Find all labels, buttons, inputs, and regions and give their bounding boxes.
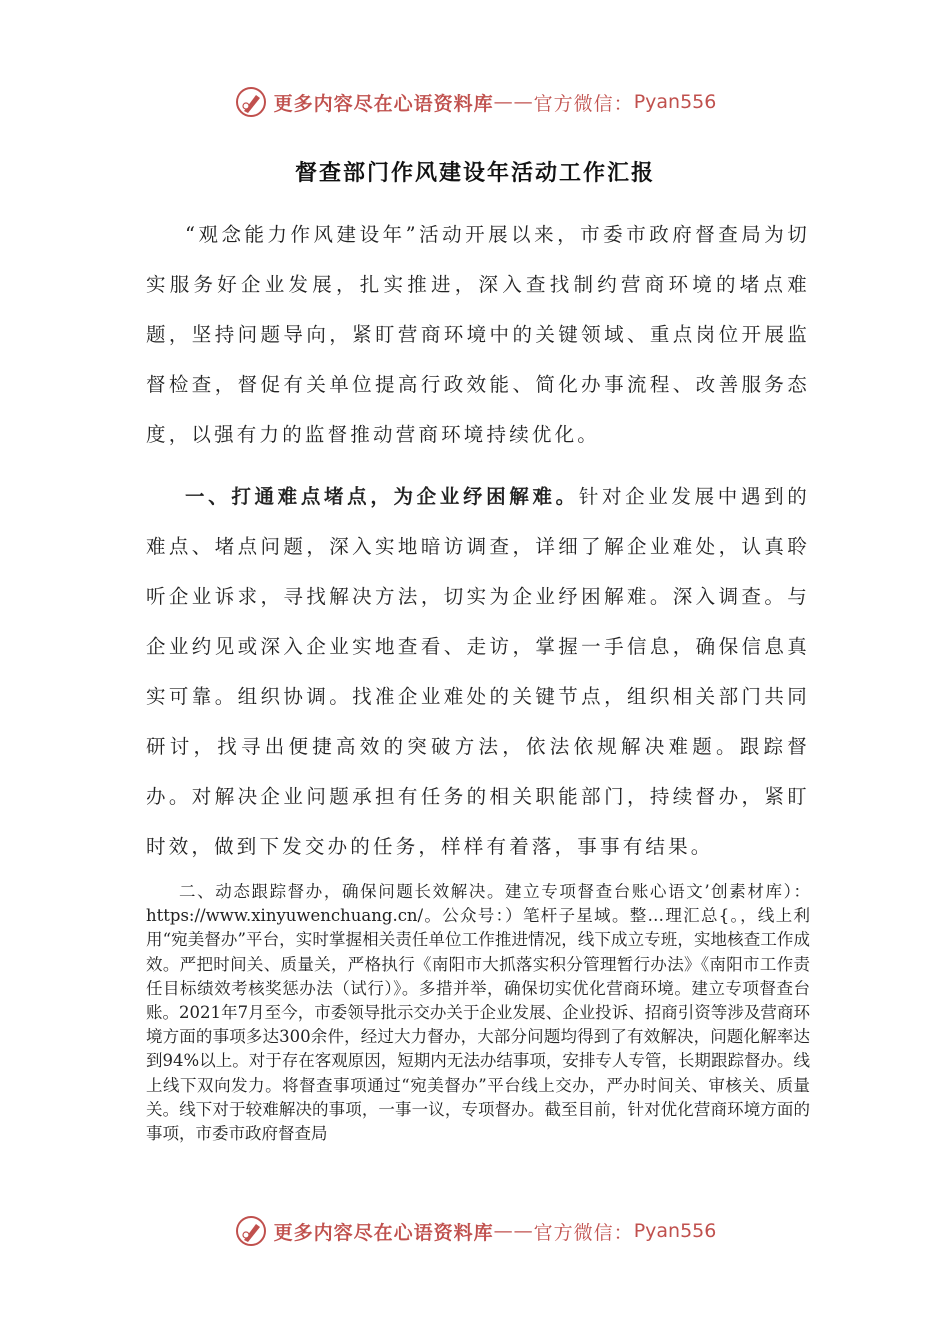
intro-paragraph: “观念能力作风建设年”活动开展以来，市委市政府督查局为切实服务好企业发展，扎实推进，深入查找制约营商环境的堵点难题，坚持问题导向，紧盯营商环境中的关键领域、重点岗位开展监督检查，督促有关单位提高行政效能、简化办事流程、改善服务态度，以强有力的监督推动营商环境持续优化。 — [146, 223, 810, 446]
banner-dash: —— — [493, 1220, 534, 1242]
pen-nib-logo-icon — [234, 1214, 268, 1248]
banner-main-text: 更多内容尽在心语资料库 — [273, 92, 494, 115]
banner-dash: —— — [493, 91, 534, 113]
banner-sub-text: 官方微信： — [533, 1221, 634, 1244]
section-1-paragraph — [146, 472, 810, 872]
banner-main-text: 更多内容尽在心语资料库 — [273, 1221, 494, 1244]
pen-nib-logo-icon — [234, 85, 268, 119]
document-title: 督查部门作风建设年活动工作汇报 — [294, 160, 655, 186]
section-1-body: 针对企业发展中遇到的难点、堵点问题，深入实地暗访调查，详细了解企业难处，认真聆听企业诉求，寻找解决方法，切实为企业纾困解难。深入调查。与企业约见或深入企业实地查看、走访，掌握一手信息，确保信息真实可靠。组织协调。找准企业难处的关键节点，组织相关部门共同研讨，找寻出便捷高效的突破方法，依法依规解决难题。跟踪督办。对解决企业问题承担有任务的相关职能部门，持续督办，紧盯时效，做到下发交办的任务，样样有着落，事事有结果。 — [146, 485, 810, 858]
footer-banner — [0, 1211, 950, 1251]
banner-sub-text: 官方微信： — [533, 92, 634, 115]
banner-wechat-id: Pyan556 — [633, 1220, 717, 1242]
section-2-paragraph: 二、动态跟踪督办，确保问题长效解决。建立专项督查台账心语文’创素材库）：https://www.xinyuwenchuang.cn/。公众号：）笔杆子星域。整…理汇总{。，线上利用“宛美督办”平台，实时掌握相关责任单位工作推进情况，线下成立专班，实地核查工作成效。严把时间关、质量关，严格执行《南阳市大抓落实积分管理暂行办法》《南阳市工作责任目标绩效考核奖惩办法（试行）》。多措并举，确保切实优化营商环境。建立专项督查台账。2021年7月至今，市委领导批示交办关于企业发展、企业投诉、招商引资等涉及营商环境方面的事项多达300余件，经过大力督办，大部分问题均得到了有效解决，问题化解率达到94%以上。对于存在客观原因，短期内无法办结事项，安排专人专管，长期跟踪督办。线上线下双向发力。将督查事项通过“宛美督办”平台线上交办，严办时间关、审核关、质量关。线下对于较难解决的事项，一事一议，专项督办。截至目前，针对优化营商环境方面的事项，市委市政府督查局 — [146, 882, 810, 1144]
banner-wechat-id: Pyan556 — [633, 91, 717, 113]
header-banner — [0, 82, 950, 122]
section-1-heading: 一、打通难点堵点，为企业纾困解难。 — [185, 485, 579, 508]
